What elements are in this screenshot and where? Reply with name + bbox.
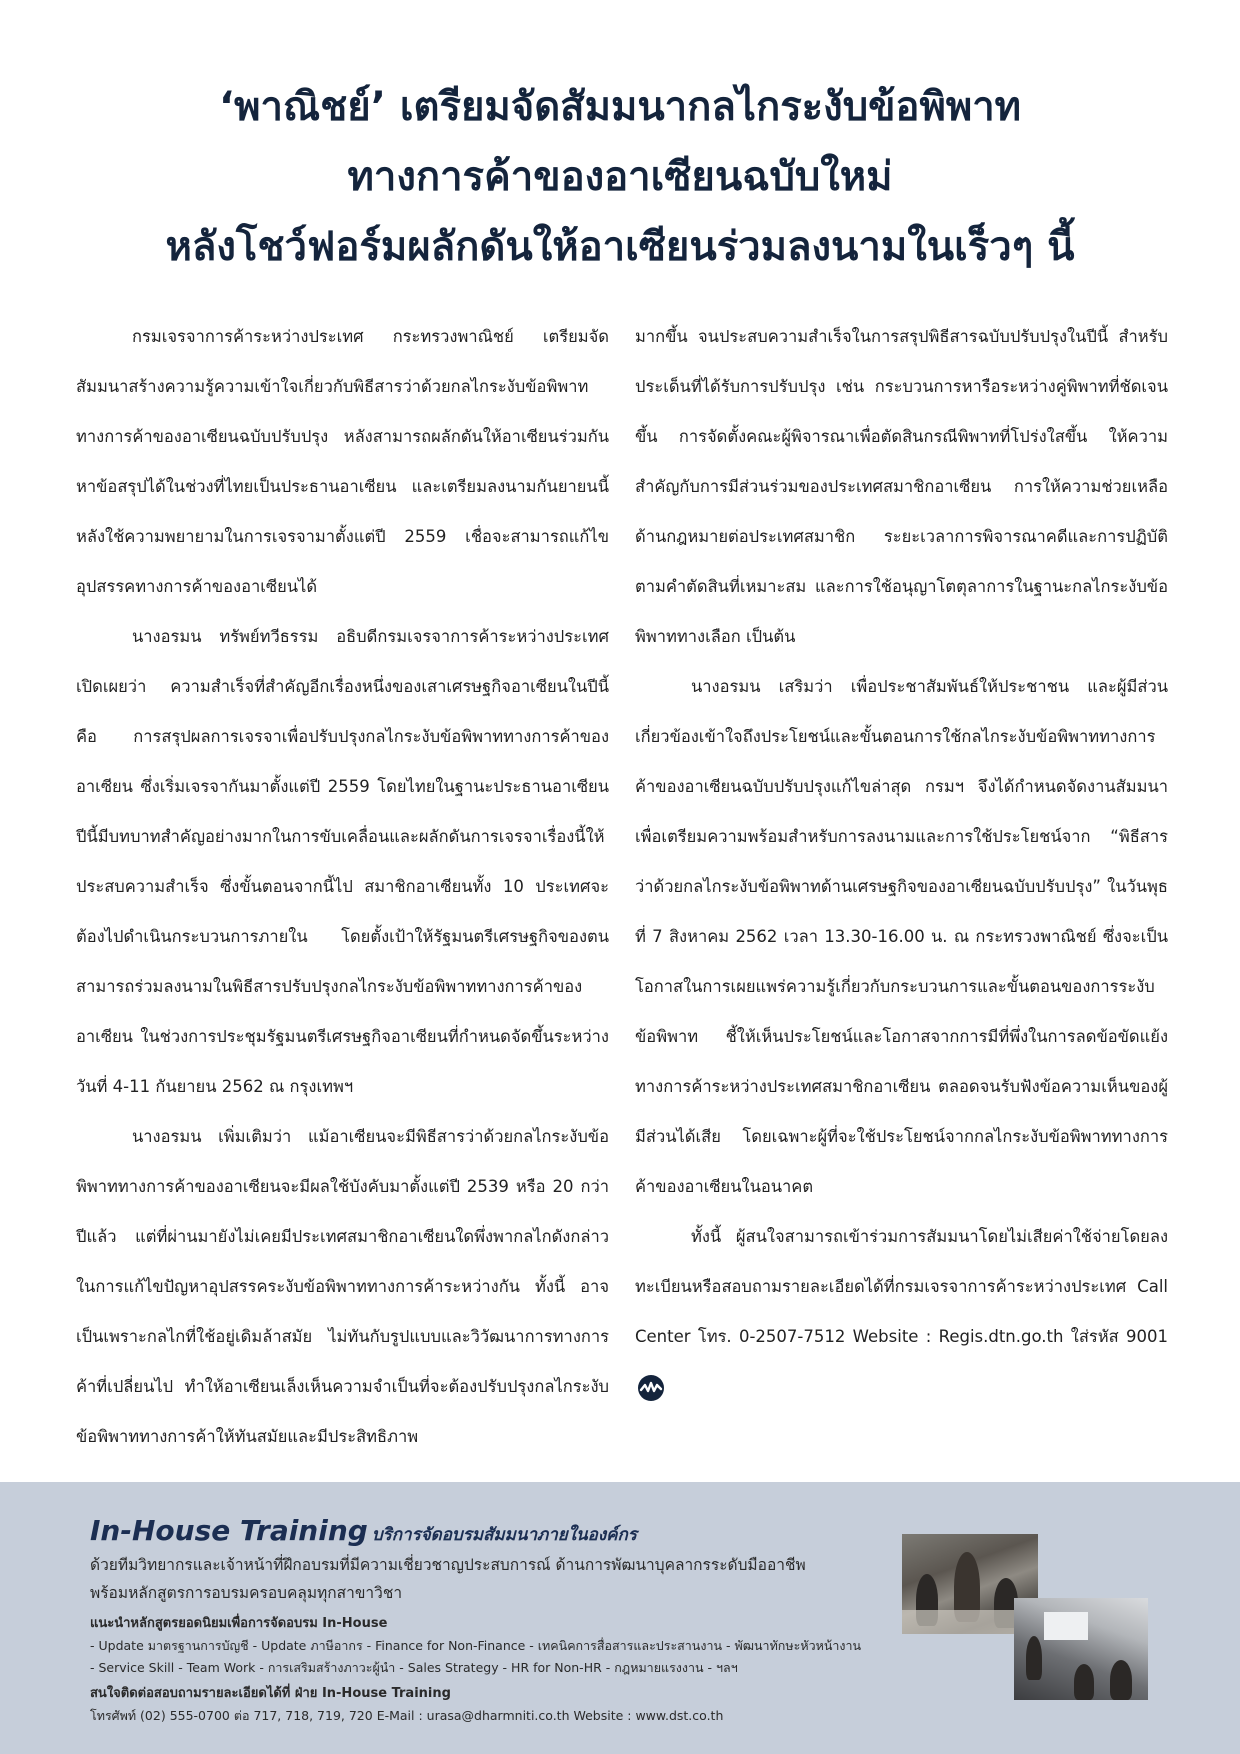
ad-description-1: ด้วยทีมวิทยากรและเจ้าหน้าที่ฝึกอบรมที่มีความเชี่ยวชาญประสบการณ์ ด้านการพัฒนาบุคลากรระดับมืออาชีพ (90, 1556, 806, 1574)
article-paragraph: มากขึ้น จนประสบความสำเร็จในการสรุปพิธีสารฉบับปรับปรุงในปีนี้ สำหรับประเด็นที่ได้รับการปรับปรุง เช่น กระบวนการหารือระหว่างคู่พิพาทที่ชัดเจนขึ้น การจัดตั้งคณะผู้พิจารณาเพื่อตัดสินกรณีพิพาทที่โปร่งใสขึ้น ให้ความสำคัญกับการมีส่วนร่วมของประเทศสมาชิกอาเซียน การให้ความช่วยเหลือด้านกฎหมายต่อประเทศสมาชิก ระยะเวลาการพิจารณาคดีและการปฏิบัติตามคำตัดสินที่เหมาะสม และการใช้อนุญาโตตุลาการในฐานะกลไกระงับข้อพิพาททางเลือก เป็นต้น (635, 327, 1168, 646)
headline-line-3: หลังโชว์ฟอร์มผลักดันให้อาเซียนร่วมลงนามในเร็วๆ นี้ (165, 224, 1075, 270)
ad-contact-details: โทรศัพท์ (02) 555-0700 ต่อ 717, 718, 719, 720 E-Mail : urasa@dharmniti.co.th Website : www.dst.co.th (90, 1708, 724, 1723)
ad-tagline: บริการจัดอบรมสัมมนาภายในองค์กร (371, 1525, 637, 1545)
in-house-training-ad (0, 1482, 1240, 1754)
article-body (76, 312, 1168, 1462)
article-paragraph: นางอรมน เสริมว่า เพื่อประชาสัมพันธ์ให้ประชาชน และผู้มีส่วนเกี่ยวข้องเข้าใจถึงประโยชน์และขั้นตอนการใช้กลไกระงับข้อพิพาททางการค้าของอาเซียนฉบับปรับปรุงแก้ไขล่าสุด กรมฯ จึงได้กำหนดจัดงานสัมมนาเพื่อเตรียมความพร้อมสำหรับการลงนามและการใช้ประโยชน์จาก “พิธีสารว่าด้วยกลไกระงับข้อพิพาทด้านเศรษฐกิจของอาเซียนฉบับปรับปรุง” ในวันพุธที่ 7 สิงหาคม 2562 เวลา 13.30-16.00 น. ณ กระทรวงพาณิชย์ ซึ่งจะเป็นโอกาสในการเผยแพร่ความรู้เกี่ยวกับกระบวนการและขั้นตอนของการระงับข้อพิพาท ชี้ให้เห็นประโยชน์และโอกาสจากการมีที่พึ่งในการลดข้อขัดแย้งทางการค้าระหว่างประเทศสมาชิกอาเซียน ตลอดจนรับฟังข้อความเห็นของผู้มีส่วนได้เสีย โดยเฉพาะผู้ที่จะใช้ประโยชน์จากกลไกระงับข้อพิพาททางการค้าของอาเซียนในอนาคต (635, 677, 1168, 1196)
article-headline (40, 72, 1200, 282)
ad-description-2: พร้อมหลักสูตรการอบรมครอบคลุมทุกสาขาวิชา (90, 1584, 403, 1602)
ad-courses-line-2: - Service Skill - Team Work - การเสริมสร้างภาวะผู้นำ - Sales Strategy - HR for Non-HR - กฎหมายแรงงาน - ฯลฯ (90, 1660, 738, 1675)
article-paragraph: นางอรมน ทรัพย์ทวีธรรม อธิบดีกรมเจรจาการค้าระหว่างประเทศ เปิดเผยว่า ความสำเร็จที่สำคัญอีกเรื่องหนึ่งของเสาเศรษฐกิจอาเซียนในปีนี้ คือ การสรุปผลการเจรจาเพื่อปรับปรุงกลไกระงับข้อพิพาททางการค้าของอาเซียน ซึ่งเริ่มเจรจากันมาตั้งแต่ปี 2559 โดยไทยในฐานะประธานอาเซียนปีนี้มีบทบาทสำคัญอย่างมากในการขับเคลื่อนและผลักดันการเจรจาเรื่องนี้ให้ประสบความสำเร็จ ซึ่งขั้นตอนจากนี้ไป สมาชิกอาเซียนทั้ง 10 ประเทศจะต้องไปดำเนินกระบวนการภายใน โดยตั้งเป้าให้รัฐมนตรีเศรษฐกิจของตนสามารถร่วมลงนามในพิธีสารปรับปรุงกลไกระงับข้อพิพาททางการค้าของอาเซียน ในช่วงการประชุมรัฐมนตรีเศรษฐกิจอาเซียนที่กำหนดจัดขึ้นระหว่างวันที่ 4-11 กันยายน 2562 ณ กรุงเทพฯ (76, 627, 609, 1096)
headline-line-1: ‘พาณิชย์’ เตรียมจัดสัมมนากลไกระงับข้อพิพาท (218, 84, 1022, 130)
photo-figure (1074, 1664, 1094, 1700)
article-paragraph: กรมเจรจาการค้าระหว่างประเทศ กระทรวงพาณิชย์ เตรียมจัดสัมมนาสร้างความรู้ความเข้าใจเกี่ยวกับพิธีสารว่าด้วยกลไกระงับข้อพิพาททางการค้าของอาเซียนฉบับปรับปรุง หลังสามารถผลักดันให้อาเซียนร่วมกันหาข้อสรุปได้ในช่วงที่ไทยเป็นประธานอาเซียน และเตรียมลงนามกันยายนนี้ หลังใช้ความพยายามในการเจรจามาตั้งแต่ปี 2559 เชื่อจะสามารถแก้ไขอุปสรรคทางการค้าของอาเซียนได้ (76, 327, 609, 596)
article-paragraph: นางอรมน เพิ่มเติมว่า แม้อาเซียนจะมีพิธีสารว่าด้วยกลไกระงับข้อพิพาททางการค้าของอาเซียนจะมีผลใช้บังคับมาตั้งแต่ปี 2539 หรือ 20 กว่าปีแล้ว แต่ที่ผ่านมายังไม่เคยมีประเทศสมาชิกอาเซียนใดพึ่งพากลไกดังกล่าวในการแก้ไขปัญหาอุปสรรคระงับข้อพิพาททางการค้าระหว่างกัน ทั้งนี้ อาจเป็นเพราะกลไกที่ใช้อยู่เดิมล้าสมัย ไม่ทันกับรูปแบบและวิวัฒนาการทางการค้าที่เปลี่ยนไป ทำให้อาเซียนเล็งเห็นความจำเป็นที่จะต้องปรับปรุงกลไกระงับข้อพิพาททางการค้าให้ทันสมัยและมีประสิทธิภาพ (76, 1127, 609, 1446)
article-column-left (76, 312, 609, 1462)
wave-logo-icon (637, 1374, 665, 1402)
article-column-right (635, 312, 1168, 1462)
photo-figure (1110, 1660, 1132, 1700)
photo-screen (1044, 1612, 1088, 1640)
ad-courses-heading: แนะนำหลักสูตรยอดนิยมเพื่อการจัดอบรม In-House (90, 1616, 388, 1631)
headline-line-2: ทางการค้าของอาเซียนฉบับใหม่ (347, 154, 893, 200)
ad-brand-row (90, 1514, 637, 1548)
photo-figure (1026, 1636, 1042, 1680)
article-paragraph-last (635, 1212, 1168, 1412)
ad-contact-heading: สนใจติดต่อสอบถามรายละเอียดได้ที่ ฝ่าย In-House Training (90, 1686, 451, 1701)
training-photo-2 (1014, 1598, 1148, 1700)
article-paragraph-text: ทั้งนี้ ผู้สนใจสามารถเข้าร่วมการสัมมนาโดยไม่เสียค่าใช้จ่ายโดยลงทะเบียนหรือสอบถามรายละเอียดได้ที่กรมเจรจาการค้าระหว่างประเทศ Call Center โทร. 0-2507-7512 Website : Regis.dtn.go.th ใส่รหัส 9001 (635, 1227, 1168, 1346)
ad-brand-name: In-House Training (90, 1514, 368, 1547)
ad-courses-line-1: - Update มาตรฐานการบัญชี - Update ภาษีอากร - Finance for Non-Finance - เทคนิคการสื่อสารและประสานงาน - พัฒนาทักษะหัวหน้างาน (90, 1638, 862, 1653)
